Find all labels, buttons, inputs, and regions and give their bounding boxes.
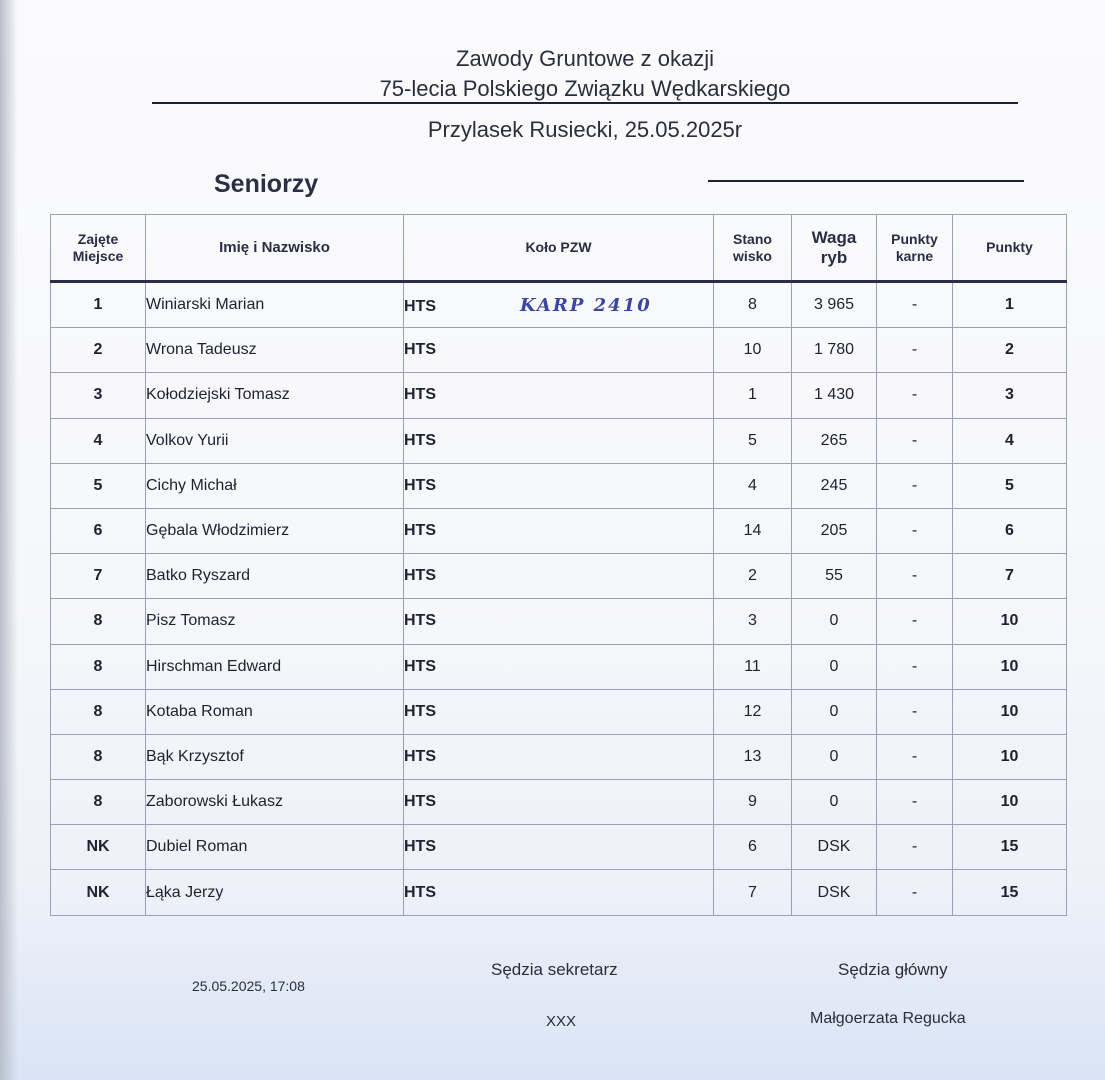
- stand-cell-text: 3: [748, 612, 757, 630]
- paper-shadow: [0, 0, 18, 1080]
- club-cell-text: HTS: [404, 747, 436, 765]
- points-cell-text: 3: [1005, 386, 1014, 404]
- weight-cell-text: 0: [829, 747, 839, 765]
- stand-cell-text: 4: [748, 476, 757, 494]
- points-cell: [953, 689, 1067, 734]
- weight-cell-text: 0: [829, 612, 839, 630]
- weight-cell-text: 0: [829, 793, 839, 811]
- club-cell-text: HTS: [404, 386, 436, 404]
- name-cell: [146, 870, 404, 915]
- stand-cell: [714, 825, 792, 870]
- stand-cell-text: 14: [743, 522, 762, 540]
- place-cell: [51, 825, 146, 870]
- stand-cell-text: 13: [743, 747, 762, 765]
- penalty-cell: [877, 870, 953, 915]
- name-cell: [146, 373, 404, 418]
- points-cell-text: 10: [1000, 747, 1019, 765]
- stand-cell: [714, 282, 792, 328]
- name-cell: [146, 463, 404, 508]
- header-row: [51, 215, 1067, 282]
- points-cell-text: 10: [1000, 612, 1019, 630]
- club-cell-text: HTS: [404, 567, 436, 585]
- points-cell-text: 15: [1000, 883, 1019, 901]
- weight-cell: [792, 508, 877, 553]
- penalty-cell-text: -: [911, 386, 918, 404]
- name-cell: [146, 282, 404, 328]
- stand-cell-text: 6: [748, 838, 757, 856]
- club-cell-text: HTS: [404, 522, 436, 540]
- club-cell: [404, 734, 714, 779]
- place-cell: [51, 644, 146, 689]
- club-cell-text: HTS: [404, 612, 436, 630]
- club-cell: [404, 554, 714, 599]
- handwritten-note: KARP 2410: [520, 294, 652, 316]
- place-cell-text: NK: [86, 883, 110, 901]
- stand-cell-text: 8: [748, 296, 757, 314]
- header-club: Koło PZW: [404, 215, 714, 282]
- name-cell-text: Kotaba Roman: [146, 702, 253, 720]
- points-cell: [953, 644, 1067, 689]
- table-row: [51, 508, 1067, 553]
- penalty-cell-text: -: [911, 296, 918, 314]
- points-cell: [953, 780, 1067, 825]
- penalty-cell-text: -: [911, 567, 918, 585]
- place-cell: [51, 328, 146, 373]
- stand-cell: [714, 599, 792, 644]
- header-name: Imię i Nazwisko: [146, 215, 404, 282]
- club-cell: [404, 463, 714, 508]
- name-cell: [146, 825, 404, 870]
- table-row: [51, 689, 1067, 734]
- stand-cell: [714, 689, 792, 734]
- club-cell: [404, 373, 714, 418]
- name-cell-text: Winiarski Marian: [146, 296, 265, 314]
- club-cell-text: HTS: [404, 431, 436, 449]
- club-cell-text: HTS: [404, 297, 436, 315]
- club-cell: [404, 508, 714, 553]
- place-cell-text: 6: [93, 522, 103, 540]
- place-cell-text: 8: [93, 612, 103, 630]
- points-cell: [953, 554, 1067, 599]
- weight-cell: [792, 554, 877, 599]
- table-row: [51, 644, 1067, 689]
- results-body: [51, 282, 1067, 916]
- club-cell-text: HTS: [404, 657, 436, 675]
- name-cell-text: Cichy Michał: [146, 476, 237, 494]
- weight-cell-text: 205: [820, 522, 848, 540]
- name-cell-text: Kołodziejski Tomasz: [146, 386, 290, 404]
- place-cell-text: 8: [93, 747, 103, 765]
- club-cell-text: HTS: [404, 838, 436, 856]
- points-cell: [953, 825, 1067, 870]
- place-cell: [51, 463, 146, 508]
- weight-cell: [792, 373, 877, 418]
- weight-cell-text: 3 965: [813, 296, 855, 314]
- place-cell: [51, 870, 146, 915]
- place-cell-text: 8: [93, 702, 103, 720]
- name-cell: [146, 644, 404, 689]
- name-cell: [146, 689, 404, 734]
- place-cell: [51, 734, 146, 779]
- penalty-cell: [877, 734, 953, 779]
- penalty-cell-text: -: [911, 476, 918, 494]
- table-row: [51, 599, 1067, 644]
- club-cell: [404, 644, 714, 689]
- place-cell-text: 4: [93, 431, 103, 449]
- name-cell: [146, 734, 404, 779]
- penalty-cell: [877, 689, 953, 734]
- title-underline: [152, 102, 1018, 104]
- name-cell: [146, 780, 404, 825]
- penalty-cell-text: -: [911, 883, 918, 901]
- location-date: Przylasek Rusiecki, 25.05.2025r: [427, 117, 743, 142]
- table-row: [51, 780, 1067, 825]
- stand-cell-text: 10: [743, 341, 762, 359]
- weight-cell-text: 0: [829, 657, 839, 675]
- weight-cell: [792, 734, 877, 779]
- header-weight: Waga ryb: [792, 215, 877, 282]
- title-line-1: Zawody Gruntowe z okazji: [456, 46, 714, 71]
- points-cell: [953, 734, 1067, 779]
- weight-cell: [792, 689, 877, 734]
- name-cell-text: Gębala Włodzimierz: [146, 522, 290, 540]
- place-cell-text: 2: [93, 341, 103, 359]
- stand-cell: [714, 463, 792, 508]
- stand-cell-text: 9: [748, 793, 757, 811]
- name-cell-text: Łąka Jerzy: [146, 883, 224, 901]
- points-cell: [953, 599, 1067, 644]
- points-cell: [953, 463, 1067, 508]
- points-cell-text: 2: [1005, 341, 1014, 359]
- weight-cell: [792, 599, 877, 644]
- penalty-cell-text: -: [911, 838, 918, 856]
- category-heading: Seniorzy: [214, 170, 319, 198]
- penalty-cell-text: -: [911, 702, 918, 720]
- stand-cell: [714, 734, 792, 779]
- points-cell: [953, 508, 1067, 553]
- points-cell-text: 5: [1005, 476, 1014, 494]
- club-cell: [404, 328, 714, 373]
- secretary-name: XXX: [546, 1013, 577, 1030]
- place-cell-text: 3: [93, 386, 103, 404]
- penalty-cell-text: -: [911, 747, 918, 765]
- table-row: [51, 463, 1067, 508]
- stand-cell: [714, 418, 792, 463]
- weight-cell-text: 55: [825, 567, 843, 585]
- table-row: [51, 734, 1067, 779]
- club-cell-text: HTS: [404, 476, 436, 494]
- club-cell-text: HTS: [404, 883, 436, 901]
- penalty-cell-text: -: [911, 612, 918, 630]
- points-cell-text: 10: [1000, 657, 1019, 675]
- weight-cell-text: 1 780: [813, 341, 855, 359]
- name-cell: [146, 418, 404, 463]
- penalty-cell: [877, 644, 953, 689]
- place-cell: [51, 508, 146, 553]
- title-line-2: 75-lecia Polskiego Związku Wędkarskiego: [379, 76, 791, 101]
- name-cell-text: Wrona Tadeusz: [146, 341, 257, 359]
- name-cell-text: Hirschman Edward: [146, 657, 282, 675]
- points-cell-text: 15: [1000, 838, 1019, 856]
- penalty-cell: [877, 780, 953, 825]
- penalty-cell-text: -: [911, 341, 918, 359]
- name-cell-text: Dubiel Roman: [146, 838, 248, 856]
- place-cell: [51, 554, 146, 599]
- points-cell: [953, 418, 1067, 463]
- club-cell: [404, 870, 714, 915]
- table-row: [51, 373, 1067, 418]
- place-cell-text: 8: [93, 657, 103, 675]
- weight-cell: [792, 870, 877, 915]
- club-cell-text: HTS: [404, 793, 436, 811]
- stand-cell: [714, 508, 792, 553]
- penalty-cell: [877, 508, 953, 553]
- points-cell-text: 1: [1005, 296, 1014, 314]
- penalty-cell-text: -: [911, 657, 918, 675]
- header-penalty: Punkty karne: [877, 215, 953, 282]
- weight-cell-text: 1 430: [813, 386, 855, 404]
- weight-cell-text: 245: [820, 476, 848, 494]
- points-cell-text: 10: [1000, 793, 1019, 811]
- stand-cell-text: 1: [748, 386, 757, 404]
- weight-cell: [792, 418, 877, 463]
- place-cell: [51, 373, 146, 418]
- penalty-cell: [877, 463, 953, 508]
- penalty-cell: [877, 418, 953, 463]
- name-cell-text: Pisz Tomasz: [146, 612, 236, 630]
- place-cell-text: 1: [93, 296, 103, 314]
- place-cell: [51, 780, 146, 825]
- name-cell: [146, 508, 404, 553]
- results-table: [50, 214, 1067, 916]
- weight-cell: [792, 282, 877, 328]
- stand-cell: [714, 870, 792, 915]
- points-cell-text: 10: [1000, 702, 1019, 720]
- header-points: Punkty: [953, 215, 1067, 282]
- penalty-cell-text: -: [911, 522, 918, 540]
- stand-cell-text: 12: [743, 702, 762, 720]
- table-row: [51, 418, 1067, 463]
- name-cell: [146, 328, 404, 373]
- club-cell: [404, 780, 714, 825]
- weight-cell-text: DSK: [817, 838, 851, 856]
- name-cell-text: Bąk Krzysztof: [146, 747, 244, 765]
- club-cell: [404, 825, 714, 870]
- stand-cell-text: 7: [748, 883, 757, 901]
- points-cell: [953, 373, 1067, 418]
- place-cell-text: 8: [93, 793, 103, 811]
- club-cell: [404, 599, 714, 644]
- name-cell-text: Zaborowski Łukasz: [146, 793, 283, 811]
- club-cell: [404, 689, 714, 734]
- place-cell-text: NK: [86, 838, 110, 856]
- weight-cell: [792, 644, 877, 689]
- weight-cell-text: 265: [820, 431, 848, 449]
- table-row: [51, 282, 1067, 328]
- penalty-cell: [877, 282, 953, 328]
- table-row: [51, 554, 1067, 599]
- header-stand: Stano wisko: [714, 215, 792, 282]
- weight-cell: [792, 328, 877, 373]
- name-cell: [146, 554, 404, 599]
- place-cell-text: 7: [93, 567, 103, 585]
- place-cell: [51, 689, 146, 734]
- name-cell-text: Batko Ryszard: [146, 567, 251, 585]
- place-cell: [51, 599, 146, 644]
- weight-cell-text: 0: [829, 702, 839, 720]
- main-judge-label: Sędzia główny: [838, 960, 948, 979]
- stand-cell-text: 11: [744, 657, 761, 675]
- points-cell: [953, 870, 1067, 915]
- points-cell: [953, 282, 1067, 328]
- club-cell-text: HTS: [404, 341, 436, 359]
- points-cell-text: 6: [1005, 522, 1014, 540]
- points-cell: [953, 328, 1067, 373]
- name-cell: [146, 599, 404, 644]
- club-cell-text: HTS: [404, 702, 436, 720]
- stand-cell-text: 2: [748, 567, 757, 585]
- place-cell-text: 5: [93, 476, 103, 494]
- stand-cell: [714, 554, 792, 599]
- table-row: [51, 328, 1067, 373]
- weight-cell-text: DSK: [817, 883, 851, 901]
- table-row: [51, 870, 1067, 915]
- penalty-cell: [877, 328, 953, 373]
- penalty-cell: [877, 599, 953, 644]
- weight-cell: [792, 825, 877, 870]
- header-place: Zajęte Miejsce: [51, 215, 146, 282]
- points-cell-text: 4: [1005, 431, 1014, 449]
- weight-cell: [792, 780, 877, 825]
- place-cell: [51, 418, 146, 463]
- stand-cell-text: 5: [748, 431, 757, 449]
- penalty-cell-text: -: [911, 431, 918, 449]
- name-cell-text: Volkov Yurii: [146, 431, 229, 449]
- printed-at: 25.05.2025, 17:08: [192, 978, 305, 994]
- points-cell-text: 7: [1005, 567, 1014, 585]
- penalty-cell-text: -: [911, 793, 918, 811]
- club-cell: [404, 282, 714, 328]
- category-rule: [708, 180, 1024, 182]
- table-row: [51, 825, 1067, 870]
- main-judge-name: Małgoerzata Regucka: [810, 1010, 966, 1027]
- stand-cell: [714, 644, 792, 689]
- stand-cell: [714, 328, 792, 373]
- stand-cell: [714, 780, 792, 825]
- penalty-cell: [877, 825, 953, 870]
- weight-cell: [792, 463, 877, 508]
- penalty-cell: [877, 554, 953, 599]
- secretary-label: Sędzia sekretarz: [491, 960, 618, 979]
- place-cell: [51, 282, 146, 328]
- penalty-cell: [877, 373, 953, 418]
- stand-cell: [714, 373, 792, 418]
- club-cell: [404, 418, 714, 463]
